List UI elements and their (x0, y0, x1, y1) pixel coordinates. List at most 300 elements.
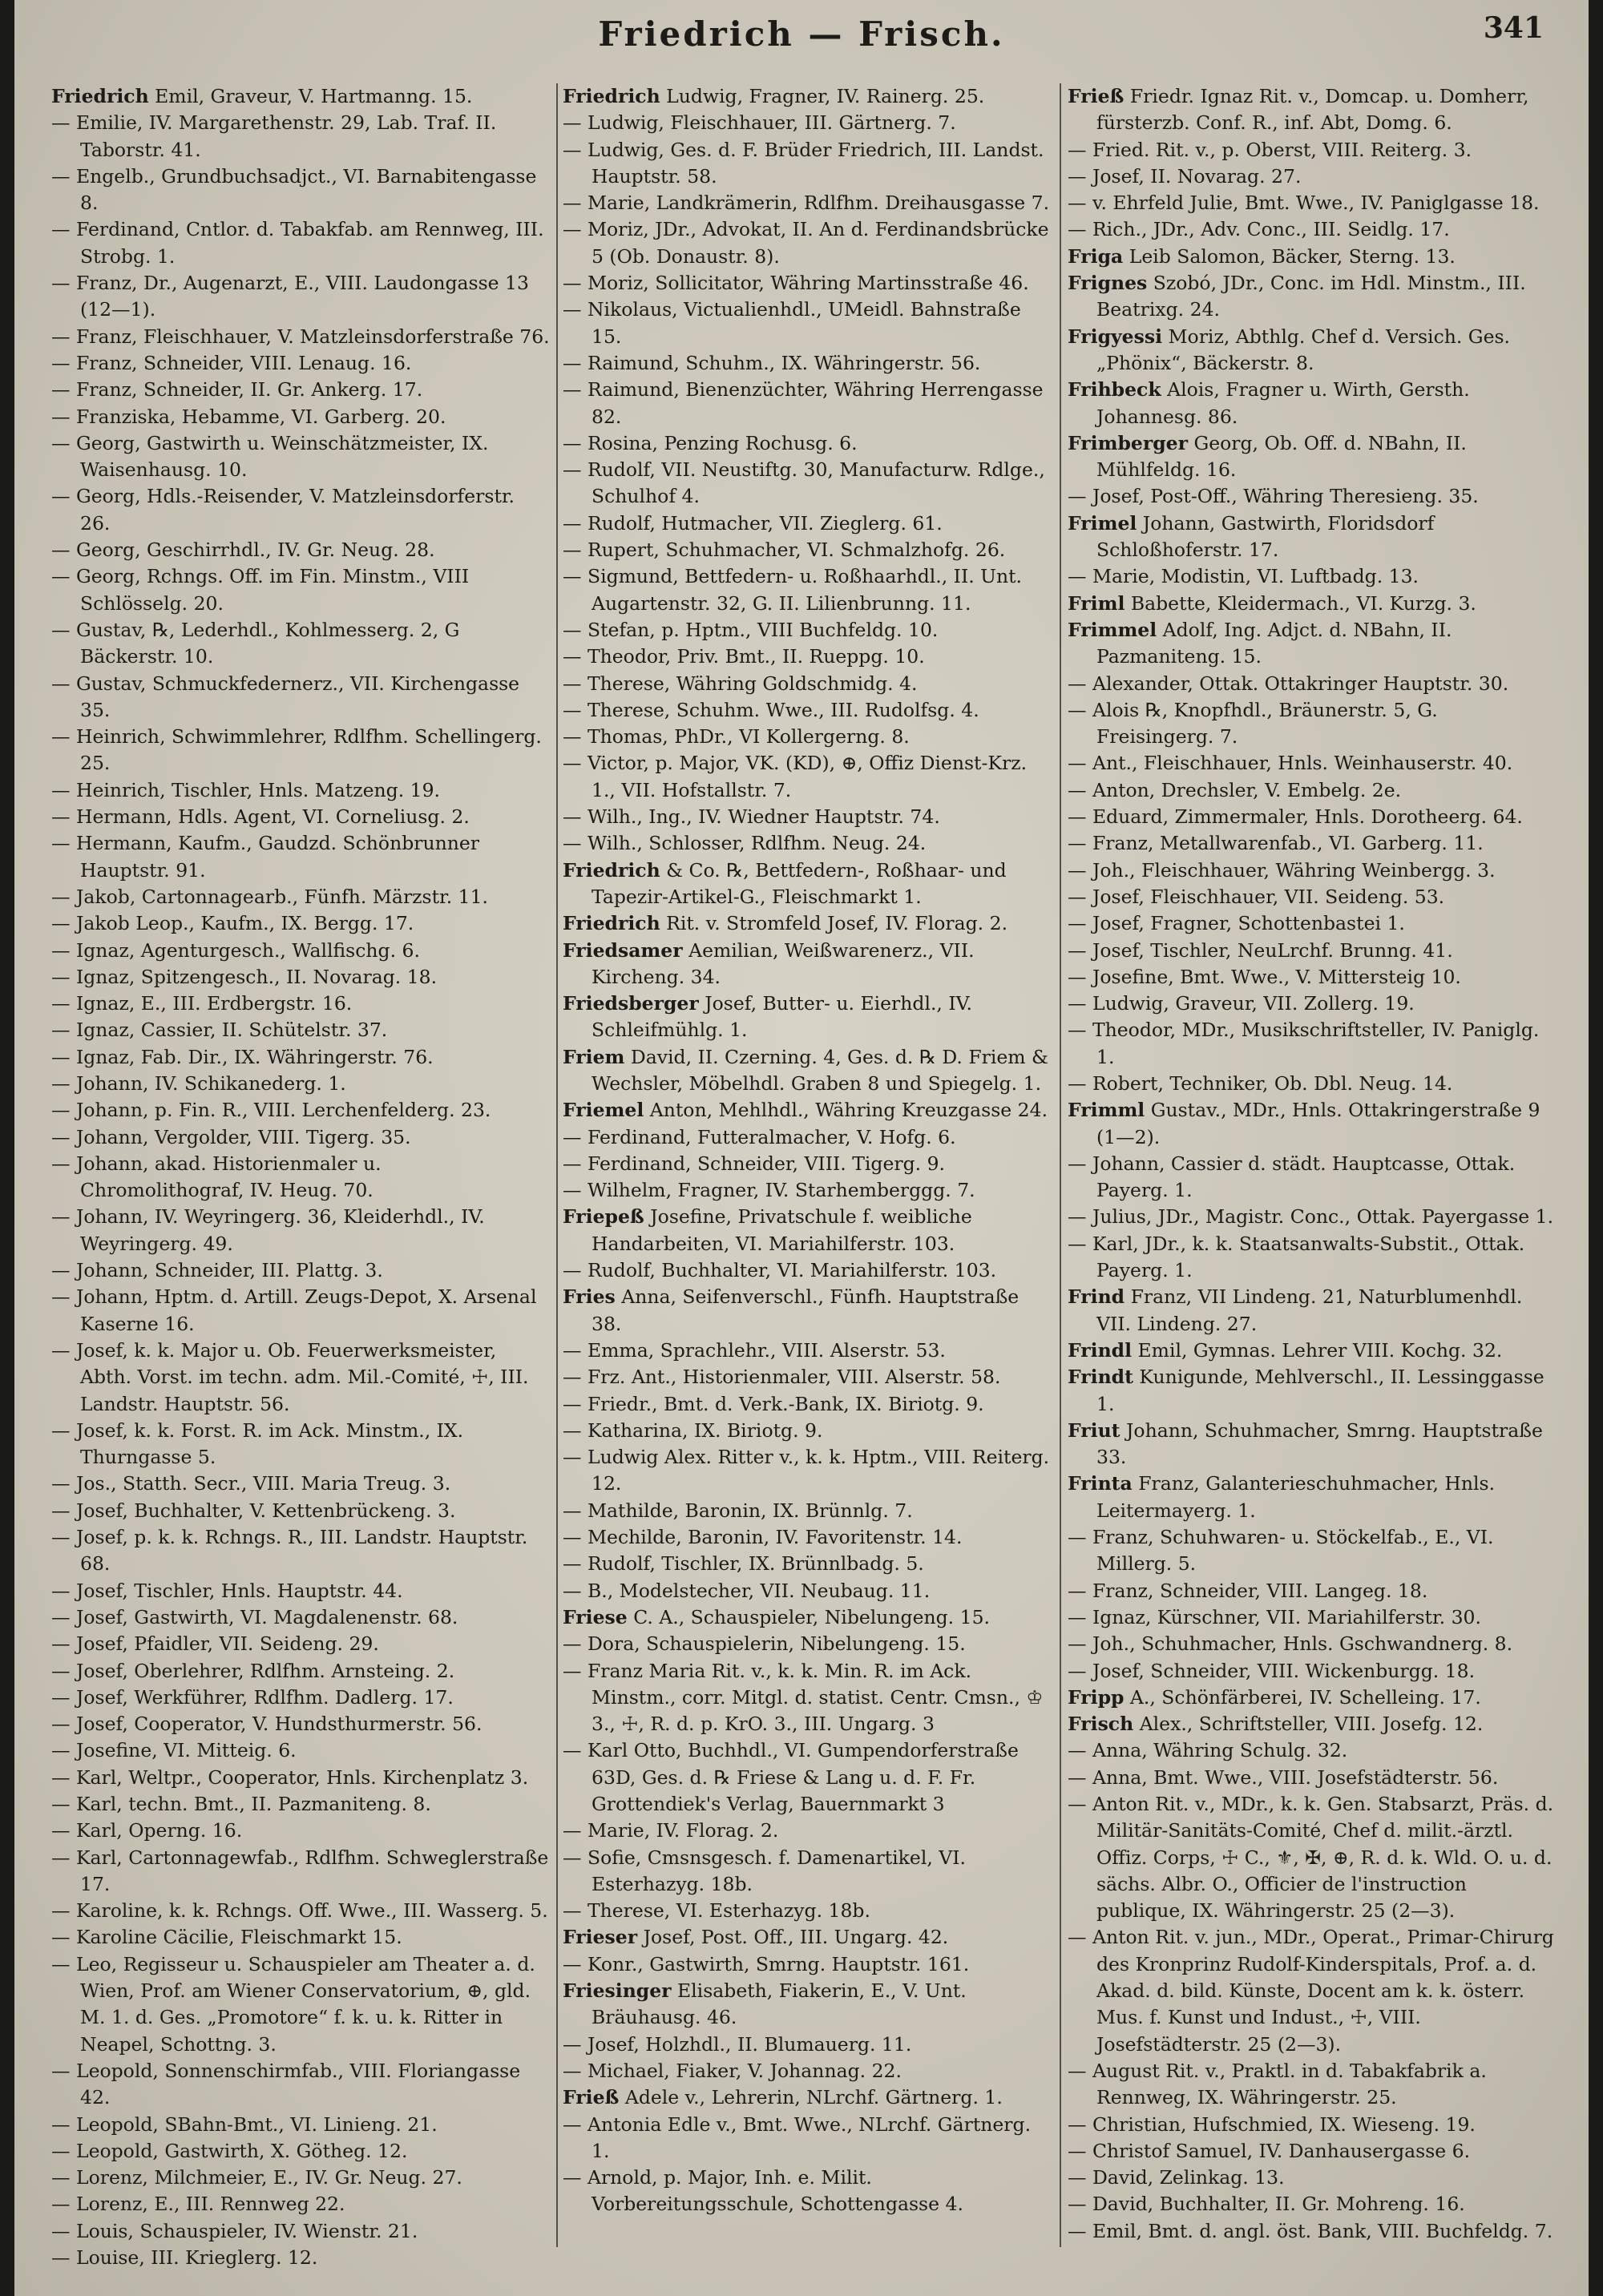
directory-entry (51, 563, 550, 617)
directory-entry (1068, 697, 1558, 751)
directory-entry (51, 830, 550, 884)
entry-text: — Sigmund, Bettfedern- u. Roßhaarhdl., II. Unt. Augartenstr. 32, G. II. Lilienbrunng. 11. (563, 565, 1023, 615)
directory-entry (1068, 1658, 1558, 1685)
directory-entry (1068, 2165, 1558, 2191)
entry-text: — Georg, Geschirrhdl., IV. Gr. Neug. 28. (51, 539, 435, 562)
entry-text: — Robert, Techniker, Ob. Dbl. Neug. 14. (1068, 1071, 1453, 1095)
entry-text: Aemilian, Weißwarenerz., VII. Kircheng. 34. (592, 938, 975, 988)
entry-text: — Anna, Währing Schulg. 32. (1068, 1739, 1348, 1762)
directory-entry (563, 1498, 1053, 1524)
directory-entry (1068, 1924, 1558, 2057)
entry-text: — Gustav, Schmuckfedernerz., VII. Kirchengasse 35. (51, 672, 520, 721)
entry-text: Franz, Galanterieschuhmacher, Hnls. Leitermayerg. 1. (1096, 1472, 1496, 1522)
entry-text: — Josef, Oberlehrer, Rdlfhm. Arnsteing. 2. (51, 1659, 455, 1682)
page-header-title: Friedrich — Frisch. (598, 14, 1005, 54)
directory-entry (51, 617, 550, 671)
directory-entry (51, 1097, 550, 1124)
directory-entry (1068, 671, 1558, 697)
entry-text: — Theodor, MDr., Musikschriftsteller, IV. Paniglg. 1. (1068, 1019, 1540, 1068)
directory-entry (1068, 1765, 1558, 1791)
directory-entry (51, 430, 550, 484)
entry-text: — Josef, k. k. Forst. R. im Ack. Minstm., IX. Thurngasse 5. (51, 1418, 464, 1469)
directory-entry (51, 1898, 550, 1924)
directory-entry (51, 270, 550, 324)
directory-entry (1068, 964, 1558, 991)
directory-entry (51, 1951, 550, 2058)
directory-entry (51, 1791, 550, 1818)
directory-entry (51, 1845, 550, 1899)
directory-entry (563, 991, 1053, 1044)
entry-text: — Gustav, ℞, Lederhdl., Kohlmesserg. 2, G Bäckerstr. 10. (51, 618, 460, 668)
entry-text: — Johann, Vergolder, VIII. Tigerg. 35. (51, 1125, 411, 1148)
directory-entry (1068, 1364, 1558, 1418)
directory-entry (1068, 1578, 1558, 1604)
entry-text: — Franz, Schuhwaren- u. Stöckelfab., E., VI. Millerg. 5. (1068, 1526, 1494, 1576)
entry-text: — Josef, Tischler, NeuLrchf. Brunng. 41. (1068, 938, 1453, 962)
column-3 (1068, 83, 1558, 2279)
entry-text: — Nikolaus, Victualienhdl., UMeidl. Bahnstraße 15. (563, 298, 1021, 348)
entry-text: — Frz. Ant., Historienmaler, VIII. Alserstr. 58. (563, 1366, 1001, 1389)
entry-text: Rit. v. Stromfeld Josef, IV. Florag. 2. (660, 912, 1008, 935)
entry-text: Friedr. Ignaz Rit. v., Domcap. u. Domherr, fürsterzb. Conf. R., inf. Abt, Domg. 6. (1096, 85, 1529, 135)
entry-text: — Karl, JDr., k. k. Staatsanwalts-Substit., Ottak. Payerg. 1. (1068, 1232, 1525, 1282)
entry-text: — Therese, Währing Goldschmidg. 4. (563, 672, 918, 695)
directory-entry (563, 644, 1053, 670)
entry-text: Alois, Fragner u. Wirth, Gersth. Johannesg. 86. (1096, 378, 1470, 428)
entry-text: — Thomas, PhDr., VI Kollergerng. 8. (563, 725, 910, 749)
entry-text: — Emil, Bmt. d. angl. öst. Bank, VIII. Buchfeldg. 7. (1068, 2219, 1553, 2242)
entry-text: — Anton Rit. v., MDr., k. k. Gen. Stabsarzt, Präs. d. Militär-Sanitäts-Comité, Chef d. milit.-ärztl. Offiz. Corps, ☩ C., ⚜, ✠, ⊕, R. d. k. Wld. O. u. d. sächs. Albr. O., Officier de l'instruction publique, IX. Währingerstr. 25 (2—3). (1068, 1793, 1554, 1923)
entry-text: — David, Buchhalter, II. Gr. Mohreng. 16. (1068, 2193, 1465, 2216)
entry-text: — Leopold, SBahn-Bmt., VI. Linieng. 21. (51, 2112, 438, 2136)
directory-entry (1068, 1791, 1558, 1924)
entry-surname: Friedrich (563, 912, 660, 935)
directory-entry (563, 1177, 1053, 1204)
directory-entry (51, 163, 550, 217)
entry-text: — Karl, Operng. 16. (51, 1819, 243, 1842)
entry-text: — Josef, Schneider, VIII. Wickenburgg. 18. (1068, 1659, 1476, 1682)
directory-entry (563, 216, 1053, 270)
directory-entry (51, 1818, 550, 1844)
entry-text: — Jakob Leop., Kaufm., IX. Bergg. 17. (51, 912, 414, 935)
directory-entry (51, 1658, 550, 1685)
entry-text: — Johann, IV. Schikanederg. 1. (51, 1071, 346, 1095)
entry-text: — Josef, Pfaidler, VII. Seideng. 29. (51, 1632, 379, 1656)
directory-entry (1068, 750, 1558, 777)
entry-text: — v. Ehrfeld Julie, Bmt. Wwe., IV. Paniglgasse 18. (1068, 192, 1540, 215)
directory-entry (51, 1071, 550, 1097)
directory-entry (1068, 1685, 1558, 1711)
entry-text: — Moriz, JDr., Advokat, II. An d. Ferdinandsbrücke 5 (Ob. Donaustr. 8). (563, 218, 1049, 268)
entry-text: Josef, Butter- u. Eierhdl., IV. Schleifmühlg. 1. (592, 992, 972, 1042)
directory-entry (1068, 137, 1558, 163)
directory-entry (563, 1951, 1053, 1978)
entry-surname: Friml (1068, 591, 1125, 615)
directory-entry (563, 350, 1053, 377)
entry-text: — Therese, Schuhm. Wwe., III. Rudolfsg. 4. (563, 698, 979, 721)
directory-entry (563, 2058, 1053, 2084)
directory-entry (1068, 1097, 1558, 1151)
entry-text: Alex., Schriftsteller, VIII. Josefg. 12. (1133, 1713, 1484, 1736)
directory-entry (563, 1898, 1053, 1924)
directory-entry (563, 1284, 1053, 1338)
entry-text: — Sofie, Cmsnsgesch. f. Damenartikel, VI. Esterhazyg. 18b. (563, 1846, 967, 1895)
directory-entry (51, 483, 550, 537)
entry-surname: Frieser (563, 1926, 638, 1949)
entry-surname: Frimml (1068, 1099, 1145, 1122)
directory-entry (563, 2084, 1053, 2111)
entry-text: — Jos., Statth. Secr., VIII. Maria Treug. 3. (51, 1472, 451, 1495)
directory-entry (51, 2058, 550, 2112)
entry-text: — Josef, II. Novarag. 27. (1068, 164, 1302, 188)
entry-text: — Johann, Cassier d. städt. Hauptcasse, Ottak. Payerg. 1. (1068, 1152, 1516, 1202)
entry-text: — Franz, Metallwarenfab., VI. Garberg. 11. (1068, 832, 1484, 855)
entry-text: A., Schönfärberei, IV. Schelleing. 17. (1124, 1685, 1481, 1709)
directory-entry (1068, 430, 1558, 484)
directory-entry (563, 110, 1053, 136)
directory-entry (1068, 1151, 1558, 1204)
directory-entry (51, 1124, 550, 1151)
directory-entry (563, 671, 1053, 697)
entry-text: — Karoline, k. k. Rchngs. Off. Wwe., III. Wasserg. 5. (51, 1899, 548, 1923)
entry-text: Johann, Gastwirth, Floridsdorf Schloßhoferstr. 17. (1096, 511, 1435, 562)
entry-text: — Mathilde, Baronin, IX. Brünnlg. 7. (563, 1499, 913, 1522)
entry-text: — David, Zelinkag. 13. (1068, 2166, 1285, 2189)
entry-text: — Anton Rit. v. jun., MDr., Operat., Primar-Chirurg des Kronprinz Rudolf-Kinderspitals, Prof. a. d. Akad. d. bild. Künste, Docent am k. k. österr. Mus. f. Kunst und Indust., ☩, VIII. Josefstädterstr. 25 (2—3). (1068, 1926, 1554, 2056)
entry-surname: Frieß (563, 2086, 620, 2109)
entry-surname: Frihbeck (1068, 378, 1161, 401)
entry-surname: Frindl (1068, 1338, 1133, 1362)
entry-text: — Wilhelm, Fragner, IV. Starhemberggg. 7. (563, 1179, 975, 1202)
entry-text: — Karl Otto, Buchhdl., VI. Gumpendorferstraße 63D, Ges. d. ℞ Friese & Lang u. d. F. Fr. Grottendiek's Verlag, Bauernmarkt 3 (563, 1739, 1019, 1815)
directory-entry (563, 1551, 1053, 1577)
directory-entry (51, 910, 550, 937)
entry-text: — Victor, p. Major, VK. (KD), ⊕, Offiz Dienst-Krz. 1., VII. Hofstallstr. 7. (563, 752, 1028, 801)
entry-text: Anna, Seifenverschl., Fünfh. Hauptstraße 38. (592, 1285, 1020, 1335)
directory-entry (563, 1978, 1053, 2032)
directory-entry (563, 1818, 1053, 1844)
entry-surname: Friepeß (563, 1205, 644, 1229)
entry-text: — Franz, Schneider, VIII. Langeg. 18. (1068, 1579, 1428, 1602)
entry-text: — Therese, VI. Esterhazyg. 18b. (563, 1899, 870, 1923)
directory-entry (1068, 591, 1558, 617)
entry-text: — Marie, Landkrämerin, Rdlfhm. Dreihausgasse 7. (563, 192, 1050, 215)
entry-surname: Frigyessi (1068, 325, 1163, 348)
directory-entry (51, 83, 550, 110)
directory-entry (1068, 83, 1558, 137)
column-1 (51, 83, 550, 2279)
entry-text: — Anton, Drechsler, V. Embelg. 2e. (1068, 778, 1402, 801)
directory-entry (563, 1391, 1053, 1418)
entry-text: — Antonia Edle v., Bmt. Wwe., NLrchf. Gärtnerg. 1. (563, 2112, 1032, 2162)
entry-text: Adolf, Ing. Adjct. d. NBahn, II. Pazmaniteng. 15. (1096, 618, 1452, 668)
directory-entry (1068, 910, 1558, 937)
directory-entry (1068, 270, 1558, 324)
directory-entry (1068, 1231, 1558, 1285)
directory-entry (51, 1204, 550, 1257)
entry-surname: Friedsberger (563, 992, 699, 1015)
entry-text: — Engelb., Grundbuchsadjct., VI. Barnabitengasse 8. (51, 164, 537, 215)
entry-text: — Rupert, Schuhmacher, VI. Schmalzhofg. 26. (563, 539, 1006, 562)
directory-entry (1068, 617, 1558, 671)
entry-text: — Georg, Rchngs. Off. im Fin. Minstm., VIII Schlösselg. 20. (51, 565, 470, 615)
directory-entry (51, 1578, 550, 1604)
directory-entry (51, 804, 550, 830)
entry-text: Emil, Gymnas. Lehrer VIII. Kochg. 32. (1132, 1338, 1503, 1362)
entry-text: — Ignaz, E., III. Erdbergstr. 16. (51, 992, 353, 1015)
directory-page (14, 0, 1589, 2296)
entry-surname: Friga (1068, 244, 1124, 268)
directory-entry (563, 2165, 1053, 2218)
directory-entry (563, 510, 1053, 537)
entry-text: — Josef, Holzhdl., II. Blumauerg. 11. (563, 2032, 912, 2056)
directory-entry (51, 2112, 550, 2138)
directory-entry (1068, 190, 1558, 216)
entry-text: — Heinrich, Tischler, Hnls. Matzeng. 19. (51, 778, 441, 801)
entry-text: — Ignaz, Kürschner, VII. Mariahilferstr. 30. (1068, 1605, 1481, 1628)
entry-surname: Friedsamer (563, 938, 683, 962)
entry-text: — Josef, Fragner, Schottenbastei 1. (1068, 912, 1405, 935)
directory-entry (51, 1284, 550, 1338)
entry-text: — Emma, Sprachlehr., VIII. Alserstr. 53. (563, 1338, 946, 1362)
directory-entry (1068, 1071, 1558, 1097)
entry-surname: Fries (563, 1285, 616, 1309)
entry-text: — B., Modelstecher, VII. Neubaug. 11. (563, 1579, 931, 1602)
directory-entry (563, 724, 1053, 750)
entry-text: — Fried. Rit. v., p. Oberst, VIII. Reiterg. 3. (1068, 138, 1472, 161)
directory-entry (51, 350, 550, 377)
directory-entry (1068, 2112, 1558, 2138)
entry-text: — Rudolf, Hutmacher, VII. Zieglerg. 61. (563, 511, 943, 535)
entry-text: — Arnold, p. Major, Inh. e. Milit. Vorbereitungsschule, Schottengasse 4. (563, 2166, 963, 2216)
entry-text: — Franz, Schneider, II. Gr. Ankerg. 17. (51, 378, 423, 401)
directory-entry (1068, 2138, 1558, 2165)
column-divider (1060, 83, 1061, 2247)
directory-entry (1068, 216, 1558, 243)
entry-text: Szobó, JDr., Conc. im Hdl. Minstm., III. Beatrixg. 24. (1096, 272, 1526, 321)
entry-text: — Rudolf, VII. Neustiftg. 30, Manufacturw. Rdlge., Schulhof 4. (563, 458, 1045, 508)
entry-text: — Franz, Fleischhauer, V. Matzleinsdorferstraße 76. (51, 325, 550, 348)
directory-entry (563, 1845, 1053, 1899)
entry-text: — Emilie, IV. Margarethenstr. 29, Lab. Traf. II. Taborstr. 41. (51, 111, 497, 161)
directory-entry (1068, 1284, 1558, 1338)
directory-entry (1068, 2058, 1558, 2112)
entry-text: — Stefan, p. Hptm., VIII Buchfeldg. 10. (563, 618, 939, 641)
directory-entry (563, 1604, 1053, 1631)
directory-entry (51, 991, 550, 1017)
directory-entry (563, 1151, 1053, 1177)
page-number: 341 (1483, 11, 1544, 45)
directory-entry (51, 777, 550, 804)
entry-text: — Josefine, VI. Mitteig. 6. (51, 1739, 297, 1762)
directory-entry (563, 697, 1053, 724)
entry-text: — Franz, Dr., Augenarzt, E., VIII. Laudongasse 13 (12—1). (51, 272, 529, 321)
entry-text: — Rich., JDr., Adv. Conc., III. Seidlg. 17. (1068, 218, 1450, 241)
directory-entry (1068, 244, 1558, 270)
directory-entry (51, 1685, 550, 1711)
entry-text: — Joh., Fleischhauer, Währing Weinbergg. 3. (1068, 858, 1496, 882)
entry-text: — Katharina, IX. Biriotg. 9. (563, 1418, 823, 1442)
directory-entry (1068, 1418, 1558, 1471)
entry-text: — Johann, Hptm. d. Artill. Zeugs-Depot, X. Arsenal Kaserne 16. (51, 1285, 537, 1335)
directory-entry (563, 190, 1053, 216)
entry-text: — Georg, Gastwirth u. Weinschätzmeister, IX. Waisenhausg. 10. (51, 431, 489, 482)
entry-text: C. A., Schauspieler, Nibelungeng. 15. (627, 1605, 990, 1628)
entry-text: — Raimund, Schuhm., IX. Währingerstr. 56. (563, 351, 981, 374)
entry-text: Josefine, Privatschule f. weibliche Handarbeiten, VI. Mariahilferstr. 103. (592, 1205, 972, 1255)
entry-text: — Leopold, Gastwirth, X. Götheg. 12. (51, 2139, 408, 2162)
directory-entry (51, 1418, 550, 1471)
entry-text: — Johann, Schneider, III. Plattg. 3. (51, 1259, 383, 1282)
directory-entry (1068, 324, 1558, 377)
entry-text: — Ignaz, Cassier, II. Schütelstr. 37. (51, 1019, 388, 1042)
entry-text: — Dora, Schauspielerin, Nibelungeng. 15. (563, 1632, 966, 1656)
directory-entry (51, 1017, 550, 1043)
directory-entry (51, 404, 550, 430)
entry-text: & Co. ℞, Bettfedern-, Roßhaar- und Tapezir-Artikel-G., Fleischmarkt 1. (592, 858, 1007, 908)
entry-text: Gustav., MDr., Hnls. Ottakringerstraße 9 (1—2). (1096, 1099, 1540, 1148)
directory-entry (563, 1658, 1053, 1738)
directory-entry (563, 563, 1053, 617)
directory-entry (51, 1765, 550, 1791)
entry-text: Elisabeth, Fiakerin, E., V. Unt. Bräuhausg. 46. (592, 1979, 967, 2029)
entry-text: — Friedr., Bmt. d. Verk.-Bank, IX. Biriotg. 9. (563, 1392, 984, 1415)
entry-text: — Michael, Fiaker, V. Johannag. 22. (563, 2059, 902, 2082)
directory-entry (563, 2032, 1053, 2058)
entry-text: — Josef, Fleischhauer, VII. Seideng. 53. (1068, 885, 1445, 908)
entry-text: — Ferdinand, Cntlor. d. Tabakfab. am Rennweg, III. Strobg. 1. (51, 218, 544, 268)
entry-text: — Theodor, Priv. Bmt., II. Rueppg. 10. (563, 645, 925, 668)
entry-text: Kunigunde, Mehlverschl., II. Lessinggasse 1. (1096, 1366, 1544, 1415)
directory-entry (563, 537, 1053, 563)
entry-text: — Raimund, Bienenzüchter, Währing Herrengasse 82. (563, 378, 1044, 428)
directory-entry (1068, 377, 1558, 430)
entry-text: — Josef, k. k. Major u. Ob. Feuerwerksmeister, Abth. Vorst. im techn. adm. Mil.-Comité, ☩, III. Landstr. Hauptstr. 56. (51, 1338, 529, 1415)
directory-entry (1068, 1524, 1558, 1578)
directory-entry (51, 216, 550, 270)
directory-entry (1068, 1017, 1558, 1071)
directory-entry (1068, 1604, 1558, 1631)
directory-entry (563, 1524, 1053, 1551)
directory-entry (1068, 1711, 1558, 1737)
directory-entry (563, 430, 1053, 457)
entry-text: — Moriz, Sollicitator, Währing Martinsstraße 46. (563, 272, 1029, 295)
entry-text: — Franziska, Hebamme, VI. Garberg. 20. (51, 405, 446, 428)
entry-text: — Ignaz, Spitzengesch., II. Novarag. 18. (51, 965, 438, 988)
directory-entry (563, 2112, 1053, 2165)
entry-surname: Friedrich (563, 858, 660, 882)
column-2 (563, 83, 1053, 2279)
directory-entry (1068, 1338, 1558, 1364)
entry-surname: Friem (563, 1045, 625, 1068)
entry-text: — Lorenz, Milchmeier, E., IV. Gr. Neug. 27. (51, 2166, 462, 2189)
entry-surname: Frignes (1068, 272, 1148, 295)
entry-surname: Friese (563, 1605, 628, 1628)
directory-entry (563, 938, 1053, 991)
directory-entry (563, 1418, 1053, 1444)
directory-entry (1068, 1631, 1558, 1657)
entry-text: — Hermann, Hdls. Agent, VI. Corneliusg. 2. (51, 805, 470, 829)
entry-text: — Anna, Bmt. Wwe., VIII. Josefstädterstr. 56. (1068, 1765, 1499, 1789)
directory-entry (51, 1498, 550, 1524)
entry-surname: Friemel (563, 1099, 644, 1122)
entry-text: — Ant., Fleischhauer, Hnls. Weinhauserstr. 40. (1068, 752, 1513, 775)
directory-entry (1068, 884, 1558, 910)
entry-text: — Josef, p. k. k. Rchngs. R., III. Landstr. Hauptstr. 68. (51, 1526, 528, 1576)
directory-entry (563, 857, 1053, 911)
entry-text: — Johann, akad. Historienmaler u. Chromolithograf, IV. Heug. 70. (51, 1152, 382, 1202)
directory-entry (51, 2218, 550, 2245)
directory-entry (1068, 857, 1558, 884)
entry-text: — Ferdinand, Futteralmacher, V. Hofg. 6. (563, 1125, 956, 1148)
entry-text: — Alexander, Ottak. Ottakringer Hauptstr. 30. (1068, 672, 1509, 695)
directory-entry (1068, 483, 1558, 510)
directory-entry (51, 671, 550, 724)
directory-entry (563, 804, 1053, 830)
entry-text: Georg, Ob. Off. d. NBahn, II. Mühlfeldg. 16. (1096, 431, 1467, 482)
entry-text: Adele v., Lehrerin, NLrchf. Gärtnerg. 1. (619, 2086, 1003, 2109)
directory-entry (1068, 2218, 1558, 2245)
directory-entry (51, 2165, 550, 2191)
directory-entry (563, 137, 1053, 191)
entry-surname: Frieß (1068, 85, 1125, 107)
entry-text: — Julius, JDr., Magistr. Conc., Ottak. Payergasse 1. (1068, 1205, 1554, 1229)
entry-text: — Alois ℞, Knopfhdl., Bräunerstr. 5, G. Freisingerg. 7. (1068, 698, 1438, 749)
entry-text: — Leo, Regisseur u. Schauspieler am Theater a. d. Wien, Prof. am Wiener Conservatorium, ⊕, gld. M. 1. d. Ges. „Promotore“ f. k. u. k. Ritter in Neapel, Schottng. 3. (51, 1952, 535, 2056)
entry-text: — Franz Maria Rit. v., k. k. Min. R. im Ack. Minstm., corr. Mitgl. d. statist. Centr. Cmsn., ♔ 3., ☩, R. d. p. KrO. 3., III. Ungarg. 3 (563, 1659, 1044, 1736)
entry-text: Leib Salomon, Bäcker, Sterng. 13. (1123, 244, 1456, 268)
directory-entry (563, 1578, 1053, 1604)
entry-text: — Eduard, Zimmermaler, Hnls. Dorotheerg. 64. (1068, 805, 1523, 829)
directory-entry (51, 1924, 550, 1951)
directory-entry (563, 1924, 1053, 1951)
entry-surname: Friedrich (51, 85, 149, 107)
entry-text: — Ignaz, Fab. Dir., IX. Währingerstr. 76. (51, 1045, 434, 1068)
entry-text: — Ferdinand, Schneider, VIII. Tigerg. 9. (563, 1152, 945, 1175)
entry-text: Moriz, Abthlg. Chef d. Versich. Ges. „Phönix“, Bäckerstr. 8. (1096, 325, 1511, 374)
entry-surname: Frindt (1068, 1366, 1133, 1389)
entry-text: Josef, Post. Off., III. Ungarg. 42. (637, 1926, 949, 1949)
directory-entry (563, 830, 1053, 857)
entry-text: — Marie, Modistin, VI. Luftbadg. 13. (1068, 565, 1419, 588)
directory-entry (563, 270, 1053, 297)
directory-entry (1068, 830, 1558, 857)
entry-text: Babette, Kleidermach., VI. Kurzg. 3. (1125, 591, 1476, 615)
directory-entry (563, 1631, 1053, 1657)
directory-entry (563, 1204, 1053, 1257)
entry-text: — Christian, Hufschmied, IX. Wieseng. 19. (1068, 2112, 1476, 2136)
directory-entry (1068, 991, 1558, 1017)
entry-text: — Joh., Schuhmacher, Hnls. Gschwandnerg. 8. (1068, 1632, 1513, 1656)
entry-surname: Frinta (1068, 1472, 1133, 1495)
directory-entry (563, 1124, 1053, 1151)
entry-surname: Fripp (1068, 1685, 1125, 1709)
directory-entry (1068, 1737, 1558, 1764)
entry-surname: Frind (1068, 1285, 1125, 1309)
directory-entry (563, 910, 1053, 937)
entry-text: — Georg, Hdls.-Reisender, V. Matzleinsdorferstr. 26. (51, 485, 515, 535)
directory-entry (563, 297, 1053, 350)
directory-entry (563, 750, 1053, 804)
directory-entry (1068, 804, 1558, 830)
entry-text: — Karl, Cartonnagewfab., Rdlfhm. Schweglerstraße 17. (51, 1846, 549, 1895)
entry-text: — Wilh., Ing., IV. Wiedner Hauptstr. 74. (563, 805, 940, 829)
entry-surname: Friedrich (563, 85, 660, 107)
entry-text: — Karl, techn. Bmt., II. Pazmaniteng. 8. (51, 1793, 431, 1815)
directory-entry (51, 2245, 550, 2271)
entry-surname: Frimel (1068, 511, 1137, 535)
entry-text: Ludwig, Fragner, IV. Rainerg. 25. (660, 85, 985, 107)
